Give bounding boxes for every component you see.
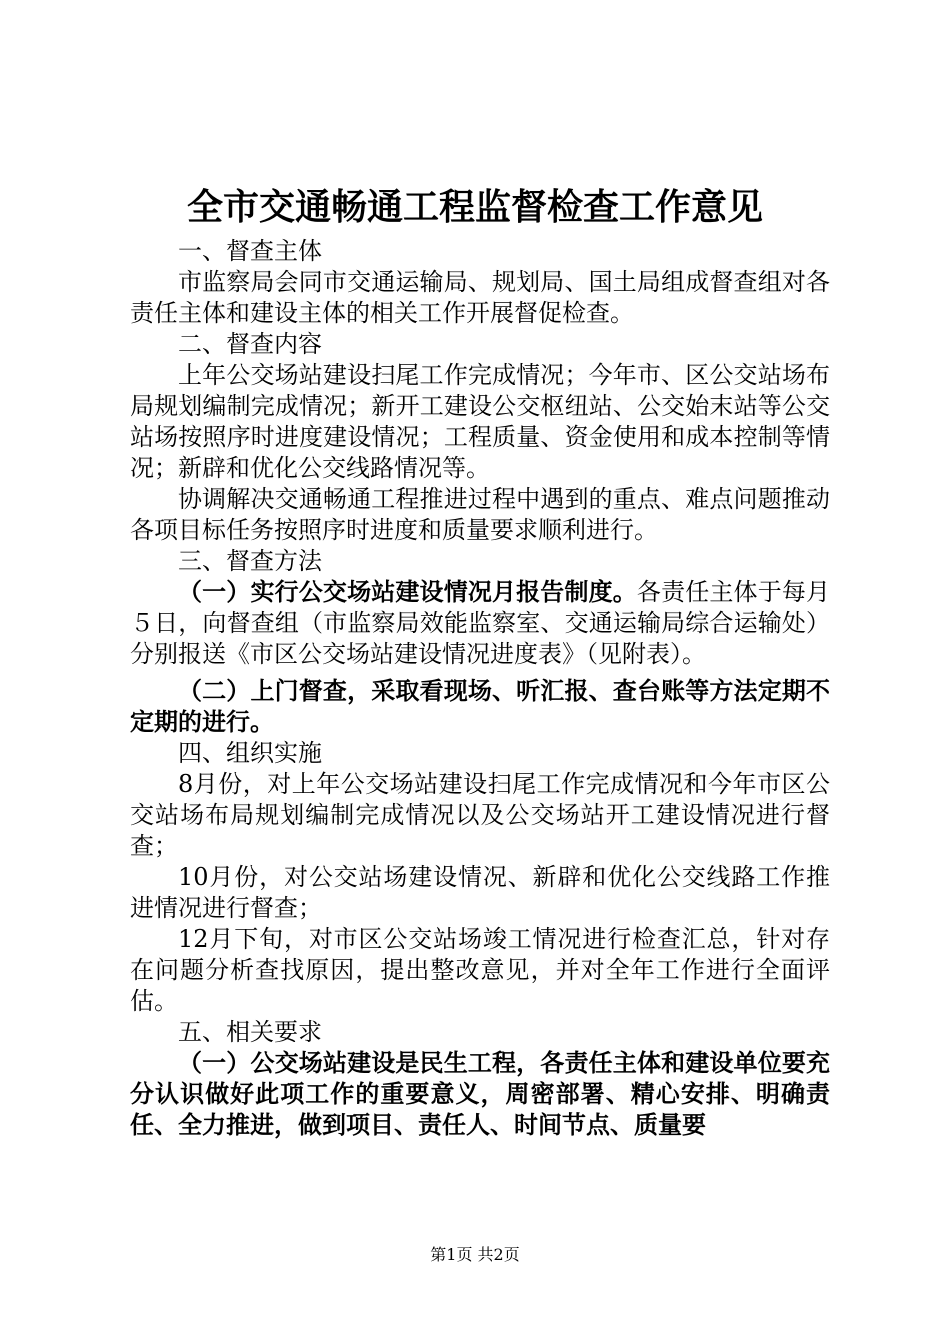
- section-heading-requirements: 五、相关要求: [178, 1018, 322, 1046]
- section-heading-supervision-method: 三、督查方法: [178, 547, 322, 575]
- paragraph-organization-3: 12月下旬，对市区公交站场竣工情况进行检查汇总，针对存在问题分析查找原因，提出整改意见，并对全年工作进行全面评估。: [130, 925, 830, 1015]
- paragraph-supervision-subject: 市监察局会同市交通运输局、规划局、国土局组成督查组对各责任主体和建设主体的相关工作开展督促检查。: [130, 268, 830, 327]
- page-title: 全市交通畅通工程监督检查工作意见: [186, 187, 763, 228]
- section-heading-organization: 四、组织实施: [178, 739, 322, 767]
- paragraph-organization-2: 10月份，对公交站场建设情况、新辟和优化公交线路工作推进情况进行督查；: [130, 863, 830, 922]
- paragraph-supervision-content-2: 协调解决交通畅通工程推进过程中遇到的重点、难点问题推动各项目标任务按照序时进度和质量要求顺利进行。: [130, 485, 830, 544]
- paragraph-organization-1: 8月份，对上年公交场站建设扫尾工作完成情况和今年市区公交站场布局规划编制完成情况以及公交场站开工建设情况进行督查；: [130, 770, 830, 860]
- document-body: [130, 236, 830, 1141]
- paragraph-supervision-content-1: 上年公交场站建设扫尾工作完成情况；今年市、区公交站场布局规划编制完成情况；新开工建设公交枢纽站、公交始末站等公交站场按照序时进度建设情况；工程质量、资金使用和成本控制等情况；新辟和优化公交线路情况等。: [130, 361, 830, 482]
- page-footer: 第1页 共2页: [430, 1245, 520, 1264]
- section-heading-supervision-subject: 一、督查主体: [178, 237, 322, 265]
- paragraph-requirements-1: （一）公交场站建设是民生工程，各责任主体和建设单位要充分认识做好此项工作的重要意义，周密部署、精心安排、明确责任、全力推进，做到项目、责任人、时间节点、质量要: [130, 1049, 830, 1139]
- paragraph-lead-bold: （一）实行公交场站建设情况月报告制度。: [178, 578, 637, 606]
- paragraph-supervision-method-2: （二）上门督查，采取看现场、听汇报、查台账等方法定期不定期的进行。: [130, 677, 830, 736]
- section-heading-supervision-content: 二、督查内容: [178, 330, 322, 358]
- paragraph-supervision-method-1: [130, 577, 830, 670]
- paragraph-rest: 各责任主体于每月５日，向督查组（市监察局效能监察室、交通运输局综合运输处）分别报送《市区公交场站建设情况进度表》（见附表）。: [130, 578, 830, 668]
